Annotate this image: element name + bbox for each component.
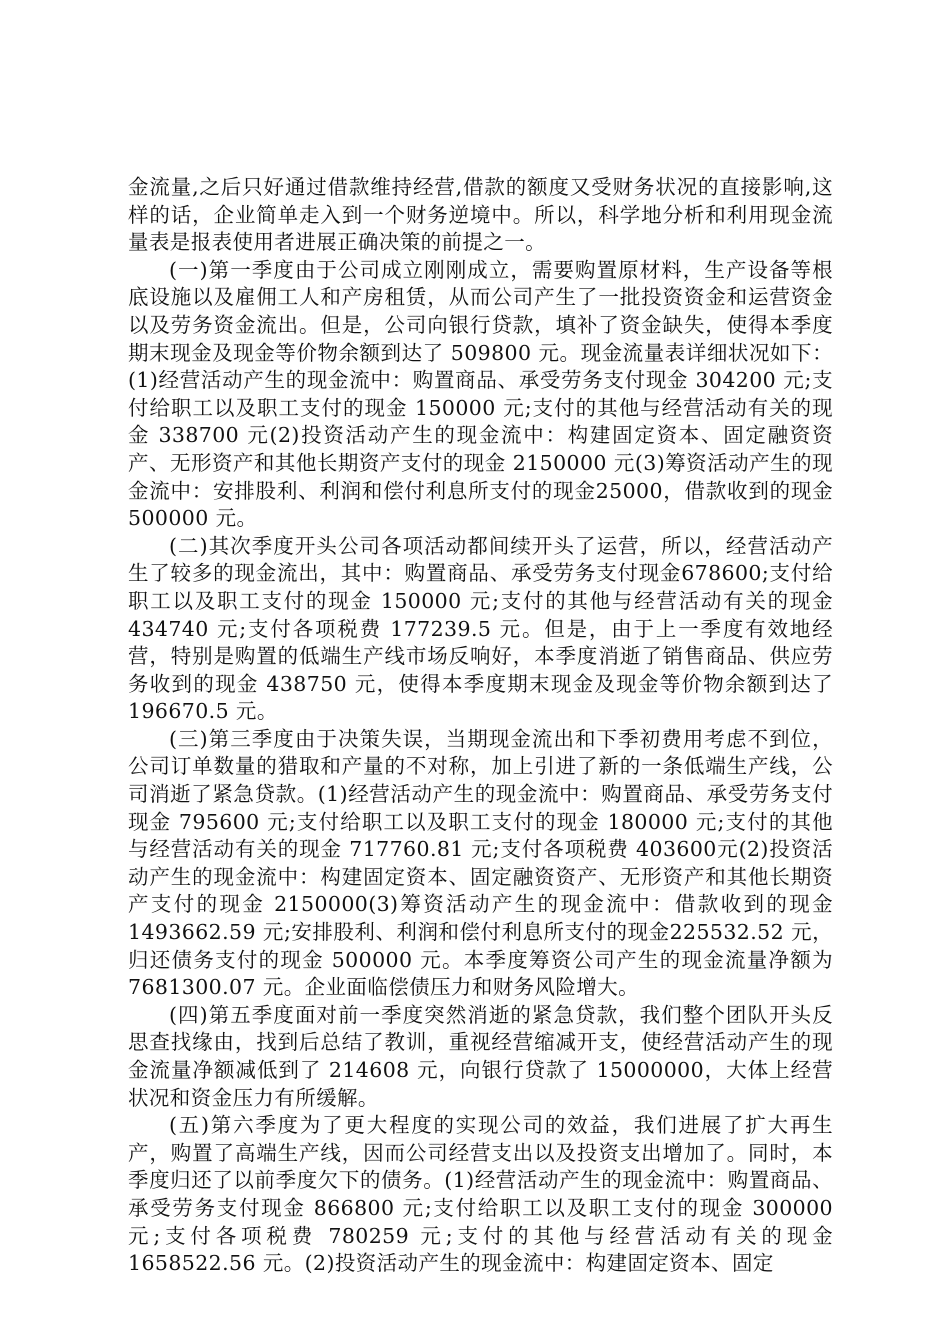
paragraph-quarter-6: (五)第六季度为了更大程度的实现公司的效益，我们进展了扩大再生产，购置了高端生产线，因而公司经营支出以及投资支出增加了。同时，本季度归还了以前季度欠下的债务。(1)经营活动产生的现金流中：购置商品、承受劳务支付现金 866800 元;支付给职工以及职工支付的现金 300000 元;支付各项税费 780259 元;支付的其他与经营活动有关的现金 1658522.56 元。(2)投资活动产生的现金流中：构建固定资本、固定 [128,1113,833,1276]
paragraph-quarter-2: (二)其次季度开头公司各项活动都间续开头了运营，所以，经营活动产生了较多的现金流出，其中：购置商品、承受劳务支付现金678600;支付给职工以及职工支付的现金 150000 元;支付的其他与经营活动有关的现金 434740 元;支付各项税费 177239.5 元。但是，由于上一季度有效地经营，特别是购置的低端生产线市场反响好，本季度消逝了销售商品、供应劳务收到的现金 438750 元，使得本季度期末现金及现金等价物余额到达了 196670.5 元。 [128,533,833,724]
paragraph-quarter-3: (三)第三季度由于决策失误，当期现金流出和下季初费用考虑不到位，公司订单数量的猎取和产量的不对称，加上引进了新的一条低端生产线，公司消逝了紧急贷款。(1)经营活动产生的现金流中：购置商品、承受劳务支付现金 795600 元;支付给职工以及职工支付的现金 180000 元;支付的其他与经营活动有关的现金 717760.81 元;支付各项税费 403600元(2)投资活动产生的现金流中：构建固定资本、固定融资资产、无形资产和其他长期资产支付的现金 2150000(3)筹资活动产生的现金流中：借款收到的现金 1493662.59 元;安排股利、利润和偿付利息所支付的现金225532.52 元，归还债务支付的现金 500000 元。本季度筹资公司产生的现金流量净额为 7681300.07 元。企业面临偿债压力和财务风险增大。 [128,726,833,1000]
paragraph-quarter-1: (一)第一季度由于公司成立刚刚成立，需要购置原材料，生产设备等根底设施以及雇佣工人和产房租赁，从而公司产生了一批投资资金和运营资金以及劳务资金流出。但是，公司向银行贷款，填补了资金缺失，使得本季度期末现金及现金等价物余额到达了 509800 元。现金流量表详细状况如下：(1)经营活动产生的现金流中：购置商品、承受劳务支付现金 304200 元;支付给职工以及职工支付的现金 150000 元;支付的其他与经营活动有关的现金 338700 元(2)投资活动产生的现金流中：构建固定资本、固定融资资产、无形资产和其他长期资产支付的现金 2150000 元(3)筹资活动产生的现金流中：安排股利、利润和偿付利息所支付的现金25000，借款收到的现金 500000 元。 [128,257,833,531]
document-body [128,174,833,1278]
paragraph-continuation: 金流量,之后只好通过借款维持经营,借款的额度又受财务状况的直接影响,这样的话，企业简单走入到一个财务逆境中。所以，科学地分析和利用现金流量表是报表使用者进展正确决策的前提之一。 [128,175,833,255]
paragraph-quarter-5: (四)第五季度面对前一季度突然消逝的紧急贷款，我们整个团队开头反思查找缘由，找到后总结了教训，重视经营缩减开支，使经营活动产生的现金流量净额减低到了 214608 元，向银行贷款了 15000000，大体上经营状况和资金压力有所缓解。 [128,1002,833,1110]
